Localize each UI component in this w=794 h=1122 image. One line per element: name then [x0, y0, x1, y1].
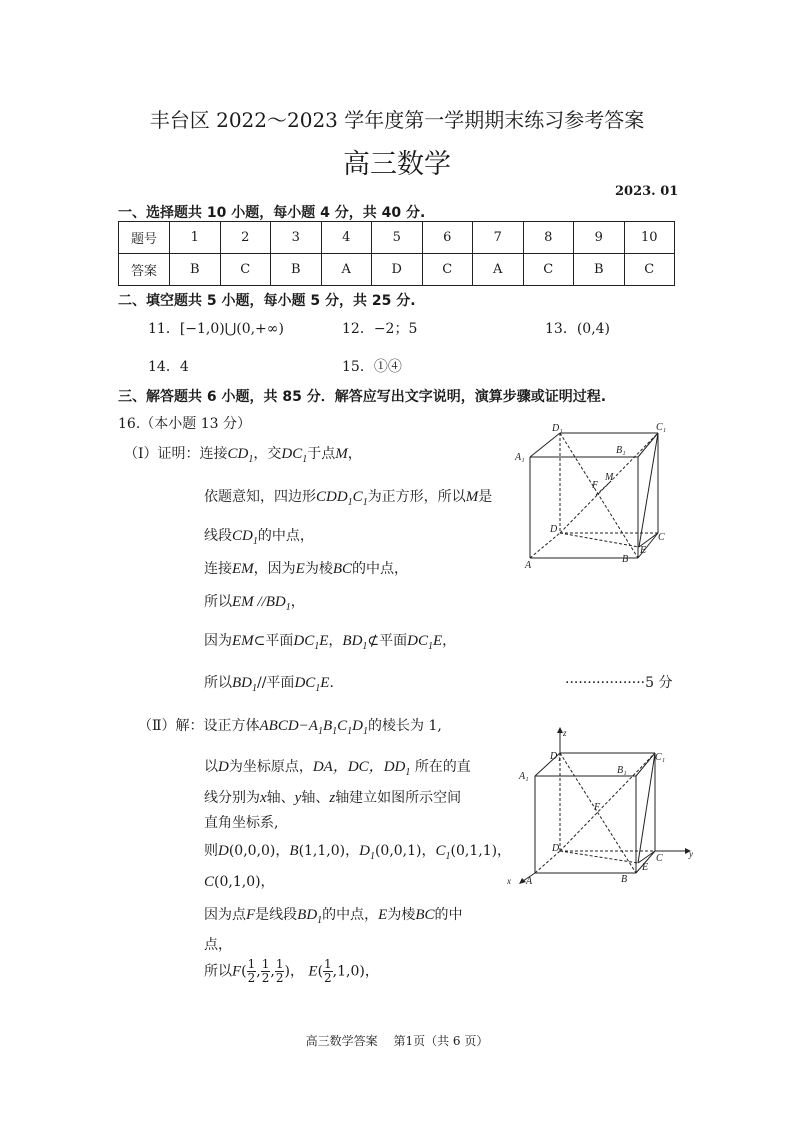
exam-date: 2023. 01	[615, 184, 679, 199]
text: 所以	[204, 963, 232, 980]
label-D1: D₁	[552, 423, 563, 434]
text: ，	[347, 446, 362, 462]
math-sub: 1	[369, 851, 375, 862]
page-title: 丰台区 2022～2023 学年度第一学期期末练习参考答案	[149, 108, 645, 132]
math-text: DD	[383, 759, 406, 775]
math-text: CD	[227, 446, 249, 462]
part2-line6	[204, 871, 275, 891]
part2-line5	[204, 840, 511, 862]
frac-num: 1	[324, 957, 332, 971]
label-F: F	[592, 480, 599, 491]
table-cell: 3	[271, 222, 322, 254]
table-cell: C	[422, 254, 473, 286]
fill-item-13	[545, 318, 610, 338]
table-cell: A	[321, 254, 372, 286]
text: 所以	[204, 594, 232, 610]
math: $ABCD-A_1B_1C_1D_1$	[259, 718, 368, 737]
part1-line7	[204, 672, 334, 694]
label-A1: A₁	[515, 452, 525, 463]
label-B1: B₁	[617, 765, 627, 776]
frac-den: 2	[261, 971, 270, 985]
math	[383, 759, 411, 778]
label-E: E	[642, 862, 649, 873]
math: x	[260, 790, 267, 806]
item-answer: [−1,0)⋃(0,+∞)	[179, 321, 284, 337]
item-answer: −2；5	[373, 321, 418, 337]
text: 因为	[204, 633, 232, 649]
math: $DC_1E$	[407, 633, 443, 652]
label-F: F	[594, 802, 601, 813]
label-C1: C₁	[656, 422, 667, 433]
math: BC	[332, 561, 353, 577]
text: 所在的直	[414, 759, 471, 775]
table-header-answer: 答案	[119, 254, 170, 286]
text: .	[329, 675, 334, 691]
text: 的中点，	[352, 561, 409, 577]
fill-item-15	[342, 356, 402, 376]
math-text: CDD	[316, 489, 348, 505]
label-C: C	[656, 853, 663, 864]
math-sub: 1	[285, 602, 291, 613]
label-z: z	[563, 728, 567, 738]
math-text: DC	[407, 633, 428, 649]
fill-item-12	[342, 318, 417, 338]
label-y: y	[689, 849, 693, 859]
page-subtitle: 高三数学	[343, 149, 451, 180]
text: 轴、	[266, 790, 295, 806]
page-footer: 高三数学答案 第1页（共 6 页）	[305, 1034, 489, 1048]
table-cell: C	[624, 254, 675, 286]
text: 连接	[199, 446, 228, 462]
part2-line1	[138, 715, 442, 737]
text: 是	[478, 489, 493, 505]
label-C1: C₁	[655, 752, 666, 763]
text: (1,1,0)，	[298, 843, 360, 859]
table-cell: B	[574, 254, 625, 286]
part2-line8: 点，	[204, 937, 232, 953]
cube-figure-2	[505, 726, 700, 888]
label-B: B	[621, 874, 628, 885]
label-x: x	[507, 876, 511, 886]
text: ⊂平面	[253, 633, 294, 649]
text: (0,1,1)，	[450, 843, 512, 859]
math-sub: 1	[317, 726, 323, 737]
text: ，	[289, 963, 304, 980]
math-text: EM //BD	[232, 594, 286, 610]
math-text: DC	[281, 446, 303, 462]
text: 是线段	[255, 907, 298, 923]
text: 的中	[434, 907, 463, 923]
table-cell: 9	[574, 222, 625, 254]
math: E	[295, 561, 305, 577]
text: 线分别为	[204, 790, 260, 806]
math: M	[335, 446, 348, 462]
part1-line1	[124, 443, 362, 465]
math-text: BD	[297, 907, 318, 923]
text: 线段	[204, 528, 232, 544]
part-label: （Ⅰ）证明：	[124, 446, 200, 462]
math: DC，	[347, 759, 384, 775]
math-text: C	[435, 843, 446, 859]
part1-line6	[204, 630, 456, 652]
math-sub: 1	[405, 767, 411, 778]
label-A: A	[526, 876, 533, 887]
fill-item-14	[148, 356, 189, 376]
text: 轴、	[301, 790, 330, 806]
part1-line2	[204, 486, 492, 508]
math-text: DC	[293, 633, 315, 649]
part2-line2	[204, 755, 471, 778]
item-answer: (0,4)	[576, 321, 611, 337]
math: EM	[232, 633, 254, 649]
table-cell: A	[473, 254, 524, 286]
label-B1: B₁	[616, 445, 626, 456]
math: M	[465, 489, 479, 505]
table-cell: 6	[422, 222, 473, 254]
math-sub: 1	[332, 726, 338, 737]
answer-table	[118, 221, 675, 286]
frac-num: 1	[261, 957, 270, 971]
part2-line3	[204, 787, 461, 807]
math-text: CD	[232, 528, 253, 544]
text: 于点	[307, 446, 336, 462]
math: $CDD_1C_1$	[316, 489, 368, 508]
math-sub: 1	[248, 454, 254, 465]
part1-line5: 所以EM $//BD_1$，	[204, 594, 305, 613]
text: 为坐标原点，	[228, 759, 313, 775]
math: F	[232, 963, 242, 980]
math-sub: 1	[445, 851, 451, 862]
math: E	[378, 907, 388, 923]
math	[281, 446, 308, 465]
math-text: D	[359, 843, 370, 859]
label-B: B	[622, 554, 629, 565]
item-number: 14．	[148, 359, 180, 375]
text: 因为点	[204, 907, 246, 923]
math-sub: 1	[302, 454, 308, 465]
table-row-answers	[119, 254, 675, 286]
text: ，	[328, 633, 343, 649]
part2-line4: 直角坐标系,	[204, 815, 279, 831]
math-sub: 1	[347, 497, 353, 508]
math-sub: 1	[252, 683, 257, 694]
text: //平面	[257, 675, 295, 691]
text: ，交	[253, 446, 282, 462]
text: (0,1,0)，	[214, 874, 275, 890]
text: 所以	[204, 675, 232, 691]
math: BC	[415, 907, 435, 923]
text: 连接	[204, 561, 232, 577]
math-sub: 1	[314, 641, 320, 652]
fraction	[275, 958, 285, 985]
math: D	[218, 843, 229, 859]
section3-heading: 三、解答题共 6 小题，共 85 分．解答应写出文字说明，演算步骤或证明过程.	[118, 389, 607, 405]
fraction	[247, 958, 257, 985]
math-sub: 1	[428, 641, 433, 652]
part1-line3	[204, 525, 314, 547]
section2-heading: 二、填空题共 5 小题，每小题 5 分，共 25 分.	[118, 293, 416, 309]
math: C	[204, 874, 215, 890]
text: 设正方体	[203, 718, 260, 734]
table-row-numbers	[119, 222, 675, 254]
text: ⊄平面	[367, 633, 408, 649]
math-sub: 1	[362, 497, 368, 508]
label-D: D	[550, 524, 558, 535]
text: 为棱	[304, 561, 333, 577]
frac-den: 2	[247, 971, 256, 985]
label-E: E	[640, 545, 647, 556]
score-marker: ··················5 分	[565, 675, 673, 691]
table-cell: 2	[220, 222, 271, 254]
label-D1: D₁	[550, 751, 561, 762]
table-cell: 8	[523, 222, 574, 254]
part1-line4	[204, 558, 408, 578]
text: 以	[204, 759, 218, 775]
text: ，	[442, 633, 457, 649]
label-A1: A₁	[519, 771, 529, 782]
text: 为棱	[387, 907, 416, 923]
cube-figure-1	[510, 420, 690, 570]
math: $DC_1E$	[294, 675, 330, 694]
math: EM	[232, 561, 254, 577]
math	[342, 633, 368, 652]
frac-num: 1	[275, 957, 284, 971]
frac-den: 2	[324, 971, 332, 985]
text: 为正方形，所以	[367, 489, 466, 505]
table-cell: C	[523, 254, 574, 286]
table-cell: C	[220, 254, 271, 286]
table-cell: B	[170, 254, 221, 286]
math-sub: 1	[347, 726, 353, 737]
math: $DC_1E$	[293, 633, 329, 652]
text: (0,0,1)，	[374, 843, 436, 859]
math-text: BD	[342, 633, 363, 649]
text: ，因为	[253, 561, 296, 577]
fraction	[261, 958, 271, 985]
label-M: M	[605, 472, 614, 483]
math: z	[329, 790, 336, 806]
table-cell: B	[271, 254, 322, 286]
table-header-number: 题号	[119, 222, 170, 254]
table-cell: 1	[170, 222, 221, 254]
frac-den: 2	[275, 971, 284, 985]
math-sub: 1	[252, 536, 258, 547]
math: B	[289, 843, 299, 859]
math	[232, 528, 258, 547]
math: DA，	[312, 759, 348, 775]
text: 的棱长为 1,	[368, 718, 442, 734]
item-number: 12．	[342, 321, 374, 337]
text: 依题意知，四边形	[204, 489, 316, 505]
math-sub: 1	[363, 726, 368, 737]
item-answer: ①④	[373, 359, 402, 375]
table-cell: D	[372, 254, 423, 286]
item-answer: 4	[179, 359, 189, 375]
text: (0,0,0)，	[228, 843, 290, 859]
math-sub: 1	[362, 641, 368, 652]
label-A: A	[525, 560, 532, 570]
frac-num: 1	[247, 957, 256, 971]
math: E	[308, 963, 318, 980]
math	[435, 843, 451, 862]
math: F	[246, 907, 256, 923]
item-number: 11．	[148, 321, 180, 337]
math: y	[294, 790, 302, 806]
part2-line7	[204, 904, 463, 926]
math: D	[218, 759, 229, 775]
text: 则	[204, 843, 218, 859]
table-cell: 5	[372, 222, 423, 254]
question-16-title: 16.（本小题 13 分）	[118, 416, 251, 432]
math-text: BD	[232, 675, 252, 691]
text: 的中点，	[322, 907, 379, 923]
fill-item-11	[148, 318, 284, 338]
part2-line9: 所以F( $\frac{1}{2}$ , $\frac{1}{2}$ , $\frac{1}{2}$ )， E( $\frac{1}{2}$ ,1,0)，	[204, 957, 379, 985]
part-label: （Ⅱ）解：	[138, 718, 204, 734]
math	[232, 675, 257, 694]
math-sub: 1	[315, 683, 321, 694]
label-C: C	[658, 532, 665, 543]
text: ,1,0)，	[332, 963, 379, 980]
item-number: 13．	[545, 321, 577, 337]
section1-heading: 一、选择题共 10 小题，每小题 4 分，共 40 分.	[118, 205, 426, 221]
math	[227, 446, 254, 465]
text: 轴建立如图所示空间	[335, 790, 462, 806]
math	[359, 843, 375, 862]
table-cell: 10	[624, 222, 675, 254]
math	[297, 907, 323, 926]
math-text: DC	[294, 675, 316, 691]
fraction	[323, 958, 333, 985]
math-sub: 1	[317, 915, 323, 926]
text: 的中点，	[257, 528, 314, 544]
math-text: ABCD−A	[259, 718, 318, 734]
label-D: D	[552, 843, 560, 854]
table-cell: 7	[473, 222, 524, 254]
table-cell: 4	[321, 222, 372, 254]
item-number: 15．	[342, 359, 374, 375]
